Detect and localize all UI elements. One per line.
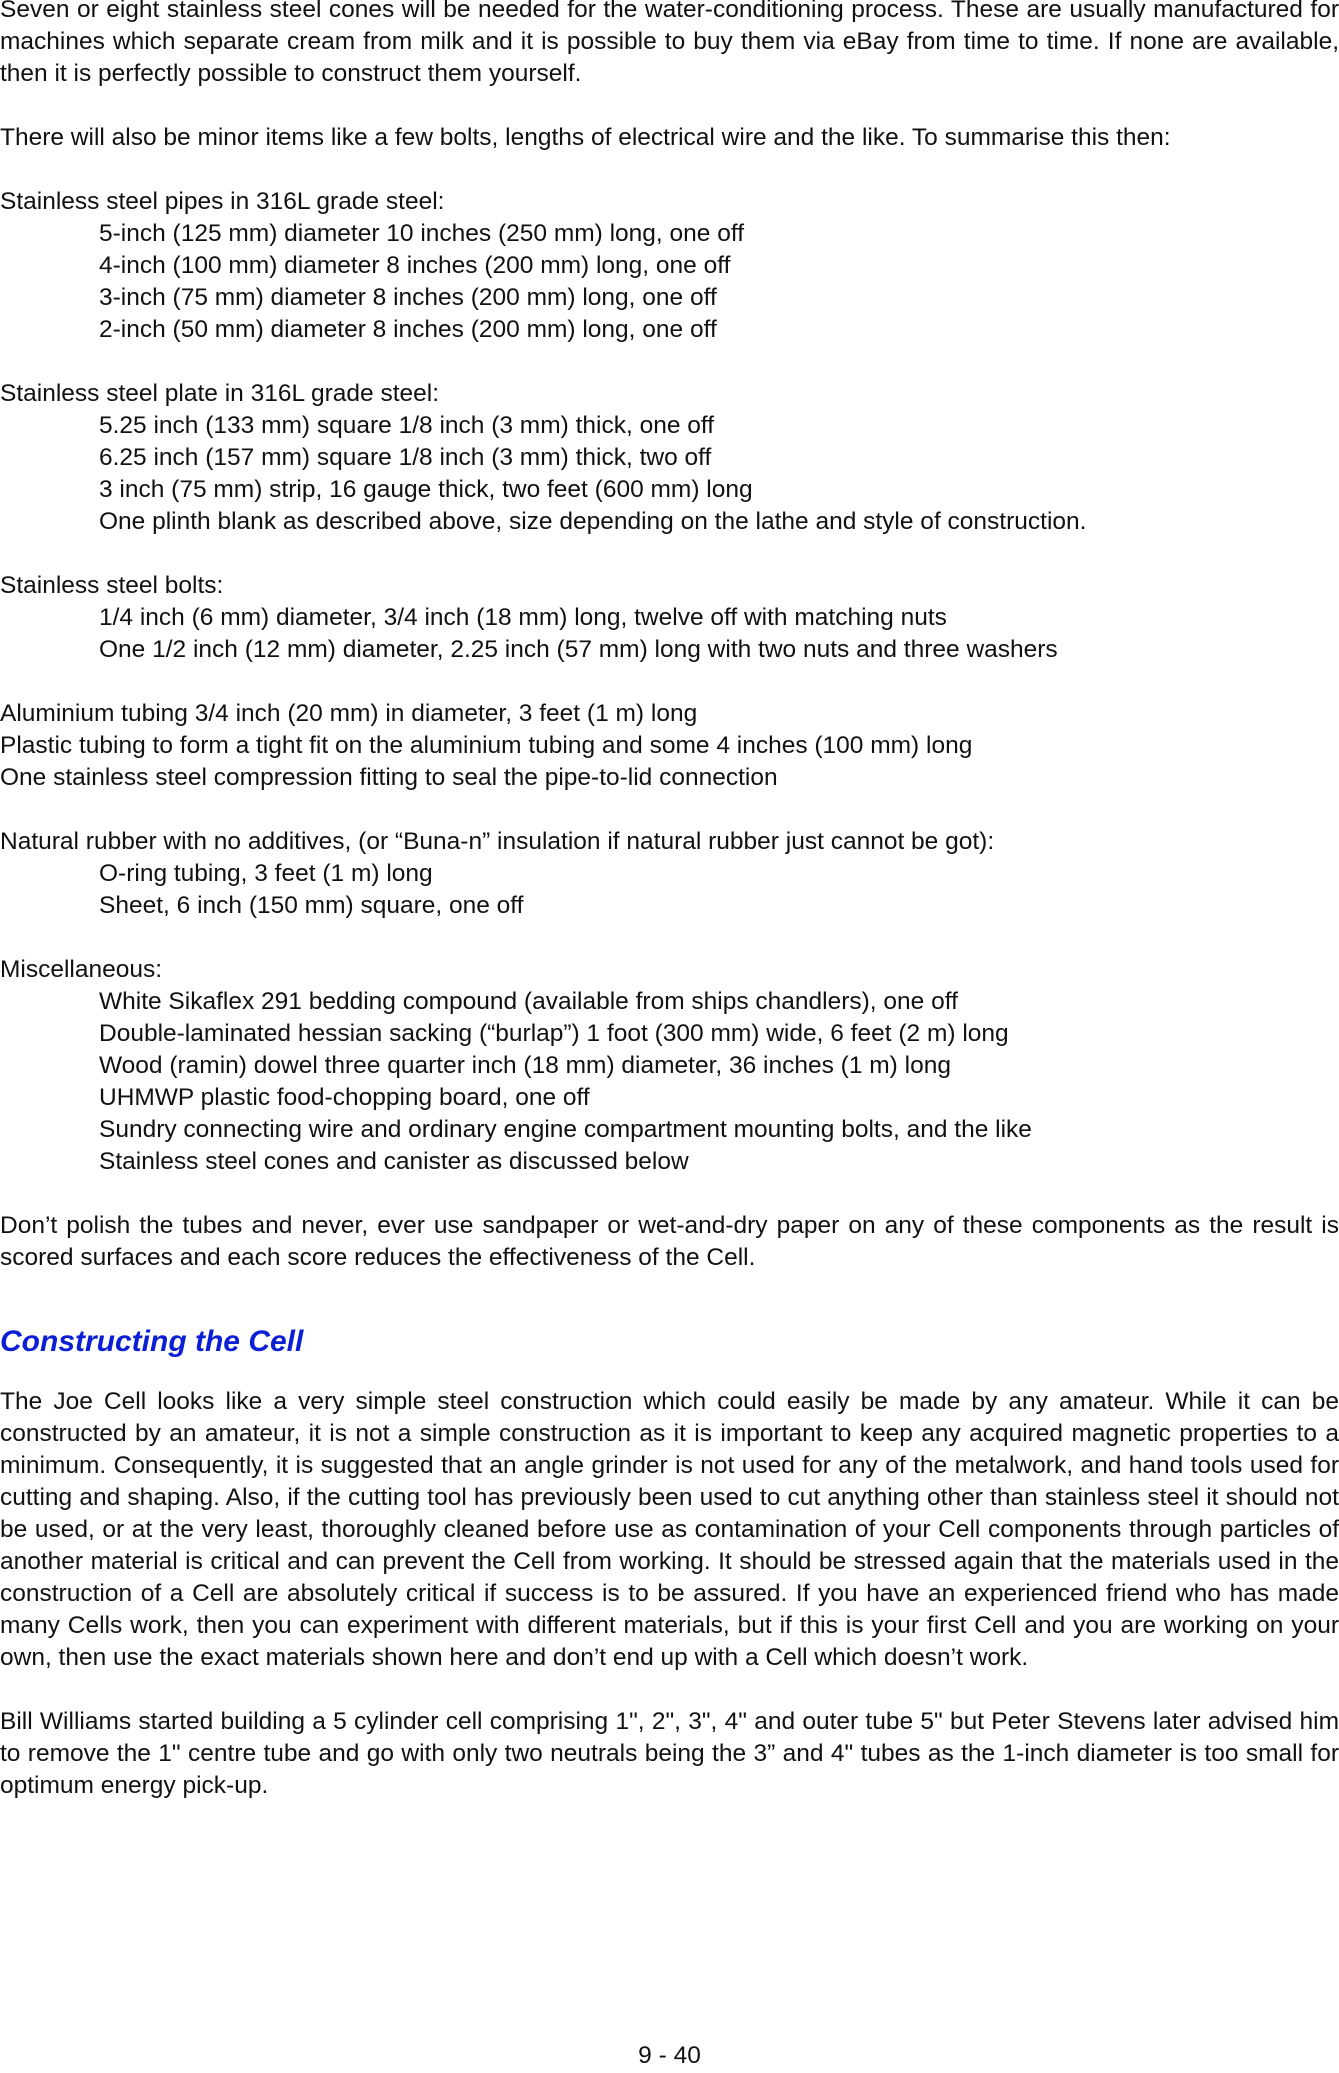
list-item: Sundry connecting wire and ordinary engine compartment mounting bolts, and the like bbox=[99, 1116, 1032, 1143]
list-tubing bbox=[0, 698, 1339, 794]
list-heading-pipes: Stainless steel pipes in 316L grade steel: bbox=[0, 188, 445, 215]
list-item: UHMWP plastic food-chopping board, one off bbox=[99, 1084, 590, 1111]
list-item: 5.25 inch (133 mm) square 1/8 inch (3 mm) thick, one off bbox=[99, 412, 715, 439]
list-miscellaneous bbox=[0, 954, 1339, 1178]
paragraph-bill-williams: Bill Williams started building a 5 cylinder cell comprising 1", 2", 3", 4" and outer tube 5" but Peter Stevens later advised him to remove the 1" centre tube and go with only two neutrals being the 3” and 4" tubes as the 1-inch diameter is too small for optimum energy pick-up. bbox=[0, 1708, 1339, 1799]
list-item: O-ring tubing, 3 feet (1 m) long bbox=[99, 860, 433, 887]
list-heading-rubber: Natural rubber with no additives, (or “Buna-n” insulation if natural rubber just cannot be got): bbox=[0, 828, 995, 855]
list-item: One 1/2 inch (12 mm) diameter, 2.25 inch (57 mm) long with two nuts and three washers bbox=[99, 636, 1058, 663]
paragraph-minor-items: There will also be minor items like a few bolts, lengths of electrical wire and the like. To summarise this then: bbox=[0, 124, 1171, 151]
list-item: 6.25 inch (157 mm) square 1/8 inch (3 mm) thick, two off bbox=[99, 444, 712, 471]
list-item: One stainless steel compression fitting to seal the pipe-to-lid connection bbox=[0, 764, 778, 791]
list-rubber bbox=[0, 826, 1339, 922]
list-item: Stainless steel cones and canister as discussed below bbox=[99, 1148, 689, 1175]
section-heading: Constructing the Cell bbox=[0, 1325, 304, 1358]
list-item: 3 inch (75 mm) strip, 16 gauge thick, two feet (600 mm) long bbox=[99, 476, 753, 503]
list-plate bbox=[0, 378, 1339, 538]
paragraph-polish-warning: Don’t polish the tubes and never, ever use sandpaper or wet-and-dry paper on any of these components as the result is scored surfaces and each score reduces the effectiveness of the Cell. bbox=[0, 1212, 1339, 1271]
list-item: Wood (ramin) dowel three quarter inch (18 mm) diameter, 36 inches (1 m) long bbox=[99, 1052, 951, 1079]
paragraph-construction: The Joe Cell looks like a very simple steel construction which could easily be made by any amateur. While it can be constructed by an amateur, it is not a simple construction as it is important to keep any acquired magnetic properties to a minimum. Consequently, it is suggested that an angle grinder is not used for any of the metalwork, and hand tools used for cutting and shaping. Also, if the cutting tool has previously been used to cut anything other than stainless steel it should not be used, or at the very least, thoroughly cleaned before use as contamination of your Cell components through particles of another material is critical and can prevent the Cell from working. It should be stressed again that the materials used in the construction of a Cell are absolutely critical if success is to be assured. If you have an experienced friend who has made many Cells work, then you can experiment with different materials, but if this is your first Cell and you are working on your own, then use the exact materials shown here and don’t end up with a Cell which doesn’t work. bbox=[0, 1388, 1339, 1671]
paragraph-cones: Seven or eight stainless steel cones will be needed for the water-conditioning process. These are usually manufactured for machines which separate cream from milk and it is possible to buy them via eBay from time to time. If none are available, then it is perfectly possible to construct them yourself. bbox=[0, 0, 1339, 87]
list-item: Plastic tubing to form a tight fit on the aluminium tubing and some 4 inches (100 mm) long bbox=[0, 732, 973, 759]
list-heading-bolts: Stainless steel bolts: bbox=[0, 572, 224, 599]
list-heading-miscellaneous: Miscellaneous: bbox=[0, 956, 163, 983]
list-item: 5-inch (125 mm) diameter 10 inches (250 mm) long, one off bbox=[99, 220, 745, 247]
list-item: Double-laminated hessian sacking (“burlap”) 1 foot (300 mm) wide, 6 feet (2 m) long bbox=[99, 1020, 1009, 1047]
list-item: One plinth blank as described above, size depending on the lathe and style of construction. bbox=[99, 508, 1087, 535]
list-item: 4-inch (100 mm) diameter 8 inches (200 mm) long, one off bbox=[99, 252, 731, 279]
list-item: Sheet, 6 inch (150 mm) square, one off bbox=[99, 892, 524, 919]
list-heading-plate: Stainless steel plate in 316L grade steel: bbox=[0, 380, 440, 407]
list-item: 3-inch (75 mm) diameter 8 inches (200 mm) long, one off bbox=[99, 284, 717, 311]
list-item: Aluminium tubing 3/4 inch (20 mm) in diameter, 3 feet (1 m) long bbox=[0, 700, 698, 727]
list-pipes bbox=[0, 186, 1339, 346]
list-bolts bbox=[0, 570, 1339, 666]
list-item: 1/4 inch (6 mm) diameter, 3/4 inch (18 mm) long, twelve off with matching nuts bbox=[99, 604, 947, 631]
list-item: White Sikaflex 291 bedding compound (available from ships chandlers), one off bbox=[99, 988, 958, 1015]
page-number: 9 - 40 bbox=[638, 2042, 701, 2069]
list-item: 2-inch (50 mm) diameter 8 inches (200 mm) long, one off bbox=[99, 316, 717, 343]
